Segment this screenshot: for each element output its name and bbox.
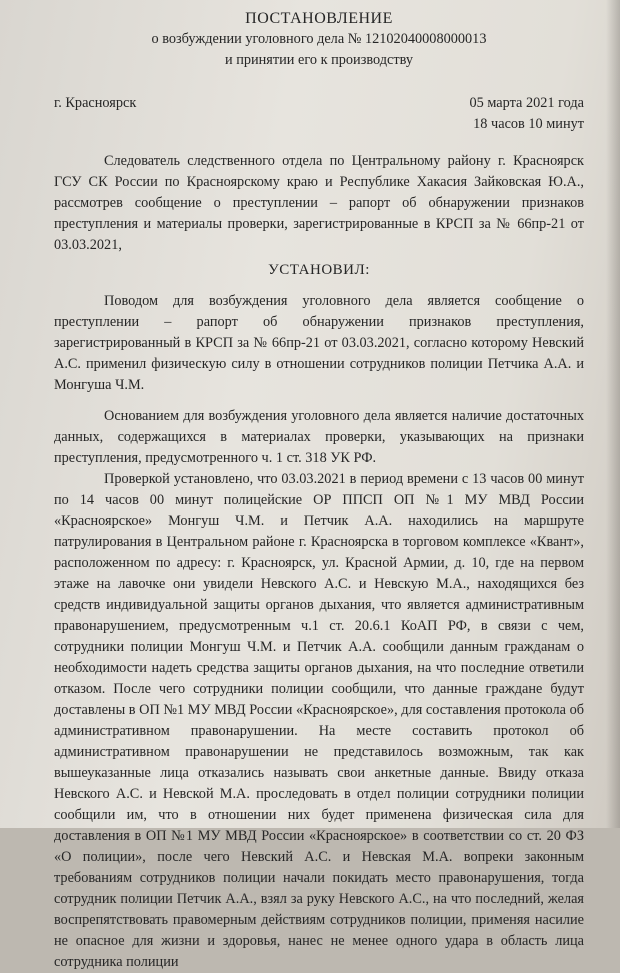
- place-date-row: [54, 93, 584, 135]
- city: г. Красноярск: [54, 95, 137, 111]
- paragraph-reason: Поводом для возбуждения уголовного дела является сообщение о преступлении – рапорт об обнаружении признаков преступления, зарегистрированный в КРСП за № 66пр-21 от 03.03.2021, согласно которому Невский А.С. применил физическую силу в отношении сотрудников полиции Петчика А.А. и Монгуша Ч.М.: [54, 293, 584, 393]
- document-subtitle-case: о возбуждении уголовного дела № 12102040008000013: [151, 31, 487, 47]
- time: 18 часов 10 минут: [473, 116, 584, 132]
- page-edge-shadow: [606, 0, 620, 828]
- section-heading: УСТАНОВИЛ:: [268, 262, 370, 278]
- date: 05 марта 2021 года: [469, 95, 584, 111]
- document-body: [54, 8, 584, 973]
- document-subtitle-acceptance: и принятии его к производству: [224, 52, 414, 68]
- intro-paragraph: Следователь следственного отдела по Центральному району г. Красноярск ГСУ СК России по Красноярскому краю и Республике Хакасия Зайковская Ю.А., рассмотрев сообщение о преступлении – рапорт об обнаружении признаков преступления и материалы проверки, зарегистрированные в КРСП за № 66пр-21 от 03.03.2021,: [54, 153, 584, 253]
- document-title: ПОСТАНОВЛЕНИЕ: [245, 10, 393, 27]
- paragraph-grounds: Основанием для возбуждения уголовного дела является наличие достаточных данных, содержащихся в материалах проверки, указывающих на признаки преступления, предусмотренного ч. 1 ст. 318 УК РФ.: [54, 408, 584, 466]
- date-time-block: [469, 93, 584, 135]
- paragraph-findings: Проверкой установлено, что 03.03.2021 в период времени с 13 часов 00 минут по 14 часов 00 минут полицейские ОР ППСП ОП №1 МУ МВД России «Красноярское» Монгуш Ч.М. и Петчик А.А. находились на маршруте патрулирования в Центральном районе г. Красноярска в торговом комплексе «Квант», расположенном по адресу: г. Красноярск, ул. Красной Армии, д. 10, где на первом этаже на лавочке они увидели Невского А.С. и Невскую М.А., находящихся без средств индивидуальной защиты органов дыхания, что является административным правонарушением, предусмотренным ч.1 ст. 20.6.1 КоАП РФ, в связи с чем, сотрудники полиции Монгуш Ч.М. и Петчик А.А. сообщили данным гражданам о необходимости надеть средства защиты органов дыхания, на что последние ответили отказом. После чего сотрудники полиции сообщили, что данные граждане будут доставлены в ОП №1 МУ МВД России «Красноярское», для составления протокола об административном правонарушении. На месте составить протокол об административном правонарушении не представилось возможным, так как вышеуказанные лица отказались называть свои анкетные данные. Ввиду отказа Невского А.С. и Невской М.А. проследовать в отдел полиции сотрудники полиции сообщили им, что в отношении них будет применена физическая сила для доставления в ОП №1 МУ МВД России «Красноярское» в соответствии со ст. 20 ФЗ «О полиции», после чего Невский А.С. и Невская М.А. вопреки законным требованиям сотрудников полиции начали покидать место правонарушения, тогда сотрудник полиции Петчик А.А., взял за руку Невского А.С., на что последний, желая воспрепятствовать правомерным действиям сотрудников полиции, применяя насилие не опасное для жизни и здоровья, нанес не менее одного удара в область лица сотрудника полиции: [54, 471, 584, 970]
